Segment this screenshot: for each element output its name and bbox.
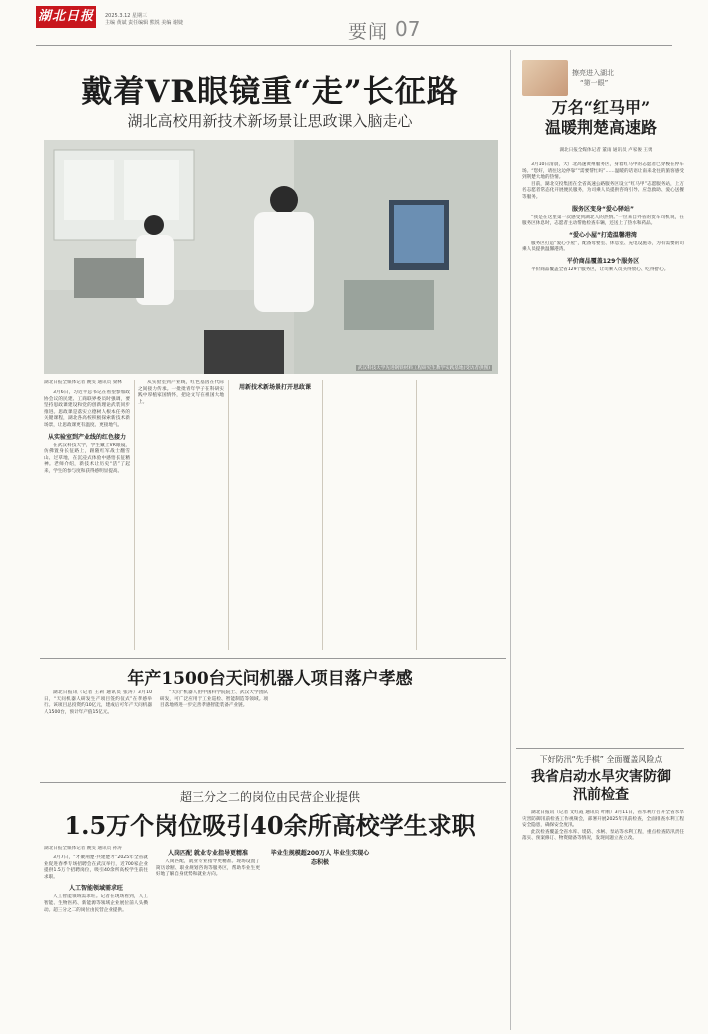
column-divider — [228, 380, 229, 650]
right-paragraph: 服务区打造“爱心小屋”，配备母婴室、休息室、充电设施等，为有需要的司乘人员提供温馨港湾。 — [522, 240, 684, 253]
right-subhead: 平价商品覆盖129个服务区 — [566, 257, 640, 265]
right-tag-photo — [522, 60, 568, 96]
page-number: 07 — [395, 17, 421, 41]
photo-caption: 武汉科技大学先进钢铁材料工程研究生教学实践基地(受访者供图) — [357, 366, 490, 371]
right-byline: 湖北日报全媒体记者 董雨 通讯员 卢家俊 王勇 — [559, 148, 653, 153]
drought-kicker: 下好防汛“先手棋” 全面覆盖风险点 — [539, 755, 663, 764]
right-subhead: “爱心小屋”打造温馨港湾 — [569, 231, 637, 239]
jobs-col-2 — [156, 846, 260, 1028]
drought-text-block — [522, 810, 684, 1028]
right-tag: 擦亮进入湖北 “第一眼” — [572, 69, 614, 87]
right-paragraph: 平价商品覆盖全省129个服务区，让司乘人员买得放心、吃得舒心。 — [531, 266, 669, 272]
column-divider — [416, 380, 417, 650]
drought-paragraph: 湖北日报讯（记者 文红霞 通讯员 叶刚）3月11日，省水利厅召开全省水旱灾害防御汛前检查工作视频会，部署开展2025年汛前检查，全面排查水利工程安全隐患，确保安全度汛。 — [522, 810, 684, 829]
right-paragraph: 3月10日清晨，大广北高速黄州服务区，身着红马甲的志愿者已穿梭在停车场。“您好，请往这边停靠”“需要帮忙吗”……温暖的话语让南来北往的旅客感受到荆楚大地的热情。 — [522, 162, 684, 181]
lead-col-3 — [232, 380, 318, 650]
jobs-byline: 湖北日报全媒体记者 姚雯 通讯员 孙涛 — [44, 846, 122, 851]
right-paragraph: 目前，湖北交投集团在全省高速公路服务区设立“红马甲”志愿服务站，上万名志愿者常态化开展便民服务，为司乘人员提供咨询引导、应急救助、爱心送餐等服务。 — [522, 181, 684, 200]
robot-title: 年产1500台天问机器人项目落户孝感 — [127, 669, 413, 689]
column-divider — [134, 380, 135, 650]
right-subhead: 服务区变身“爱心驿站” — [572, 205, 634, 213]
lead-subtitle: 湖北高校用新技术新场景让思政课入脑走心 — [127, 112, 413, 130]
lead-col-2 — [138, 380, 224, 650]
lead-paragraph: 从实验室到产业线，红色基因在代际之间接力传承。一批批青年学子在科研实践中厚植家国情怀，把论文写在祖国大地上。 — [138, 380, 224, 405]
lead-col-1 — [44, 380, 130, 650]
lab-photo — [44, 140, 498, 374]
column-divider — [322, 380, 323, 650]
jobs-col-1 — [44, 846, 148, 1028]
right-column-divider — [510, 50, 511, 1030]
lead-byline: 湖北日报全媒体记者 姚雯 通讯员 梁林 — [44, 380, 122, 385]
right-text-block — [522, 162, 684, 602]
header-divider — [36, 45, 672, 46]
robot-col-2 — [160, 690, 268, 778]
section-divider — [40, 782, 506, 783]
jobs-paragraph: 人工智能领域需求旺。记者在现场看到，人工智能、生物医药、新能源等领域企业展位前人头攒动。超三分之二的岗位由民营企业提供。 — [44, 894, 148, 913]
robot-paragraph: “天问”机器人由中国科学院院士、武汉大学团队研发，可广泛应用于工业巡检、智能制造等领域。项目落地将进一步完善孝感智能装备产业链。 — [160, 690, 268, 709]
section-title: 要闻 — [348, 21, 389, 43]
robot-col-1 — [44, 690, 152, 778]
right-title: 万名“红马甲” 温暖荆楚高速路 — [544, 98, 657, 137]
jobs-paragraph: 人岗匹配，就业专业指导更精准。现场设置了简历诊断、职业规划咨询等服务区，帮助毕业生更好地了解自身优势和就业方向。 — [156, 859, 260, 878]
jobs-paragraph: 3月7日，“才聚荆楚·共建楚才”2025年全省就业促进春季专场招聘会在武汉举行，近700家企业提供1.5万个招聘岗位，吸引40余所高校学生前往求职。 — [44, 855, 148, 880]
section-divider — [516, 748, 684, 749]
lab-scene-illustration — [44, 140, 498, 374]
lead-title: 戴着VR眼镜重“走”长征路 — [81, 74, 459, 110]
drought-title: 我省启动水旱灾害防御 汛前检查 — [531, 769, 671, 803]
section-divider — [40, 658, 506, 659]
drought-paragraph: 此次检查覆盖全省水库、堤防、水闸、泵站等水利工程，重点检查防汛责任落实、预案修订、物资储备等情况，发现问题立查立改。 — [522, 829, 684, 842]
newspaper-logo: 湖北日报 — [36, 6, 96, 28]
jobs-col-3 — [268, 846, 372, 1028]
jobs-subhead: 人岗匹配 就业专业指导更精准 — [167, 850, 249, 857]
lead-subhead: 从实验室到产业线的红色接力 — [47, 433, 126, 441]
masthead — [0, 0, 708, 46]
issue-info: 2025.3.12 星期三 主编 黄斌 责任编辑 熊锐 美编 谢婕 — [105, 13, 183, 26]
jobs-subhead: 毕业生规模超200万人 毕业生实现心态积极 — [270, 850, 370, 866]
right-paragraph: “我是在这里第一次感受到湖北人的热情。”一位来自外省的货车司机说，在服务区休息时，志愿者主动帮他检查车辆，还送上了热水和药品。 — [522, 214, 684, 227]
lead-subhead: 用新技术新场景打开思政课 — [238, 384, 311, 391]
lead-paragraph: 在武汉科技大学，学生戴上VR眼镜，仿佛置身长征路上，跟随红军战士翻雪山、过草地，在沉浸式体验中感悟长征精神。老师介绍，新技术让历史“活”了起来，学生的参与度和获得感明显提高。 — [44, 442, 130, 474]
lead-paragraph: 3月6日，习近平总书记在看望参加政协会议的民建、工商联界委员时强调，要坚持思政课建设和党的创新理论武装同步推进。思政课是落实立德树人根本任务的关键课程，湖北各高校积极探索新技术新场景，让思政课更有温度、更接地气。 — [44, 390, 130, 428]
robot-paragraph: 湖北日报讯（记者 王莉 通讯员 张涛）3月10日，“天问机器人研发生产项目签约仪式”在孝感举行。该项目总投资约10亿元，建成后可年产天问机器人1500台，预计年产值15亿元。 — [44, 690, 152, 715]
jobs-subhead: 人工智能领域需求旺 — [68, 885, 123, 893]
jobs-kicker: 超三分之二的岗位由民营企业提供 — [179, 790, 360, 804]
jobs-title: 1.5万个岗位吸引40余所高校学生求职 — [64, 811, 476, 840]
